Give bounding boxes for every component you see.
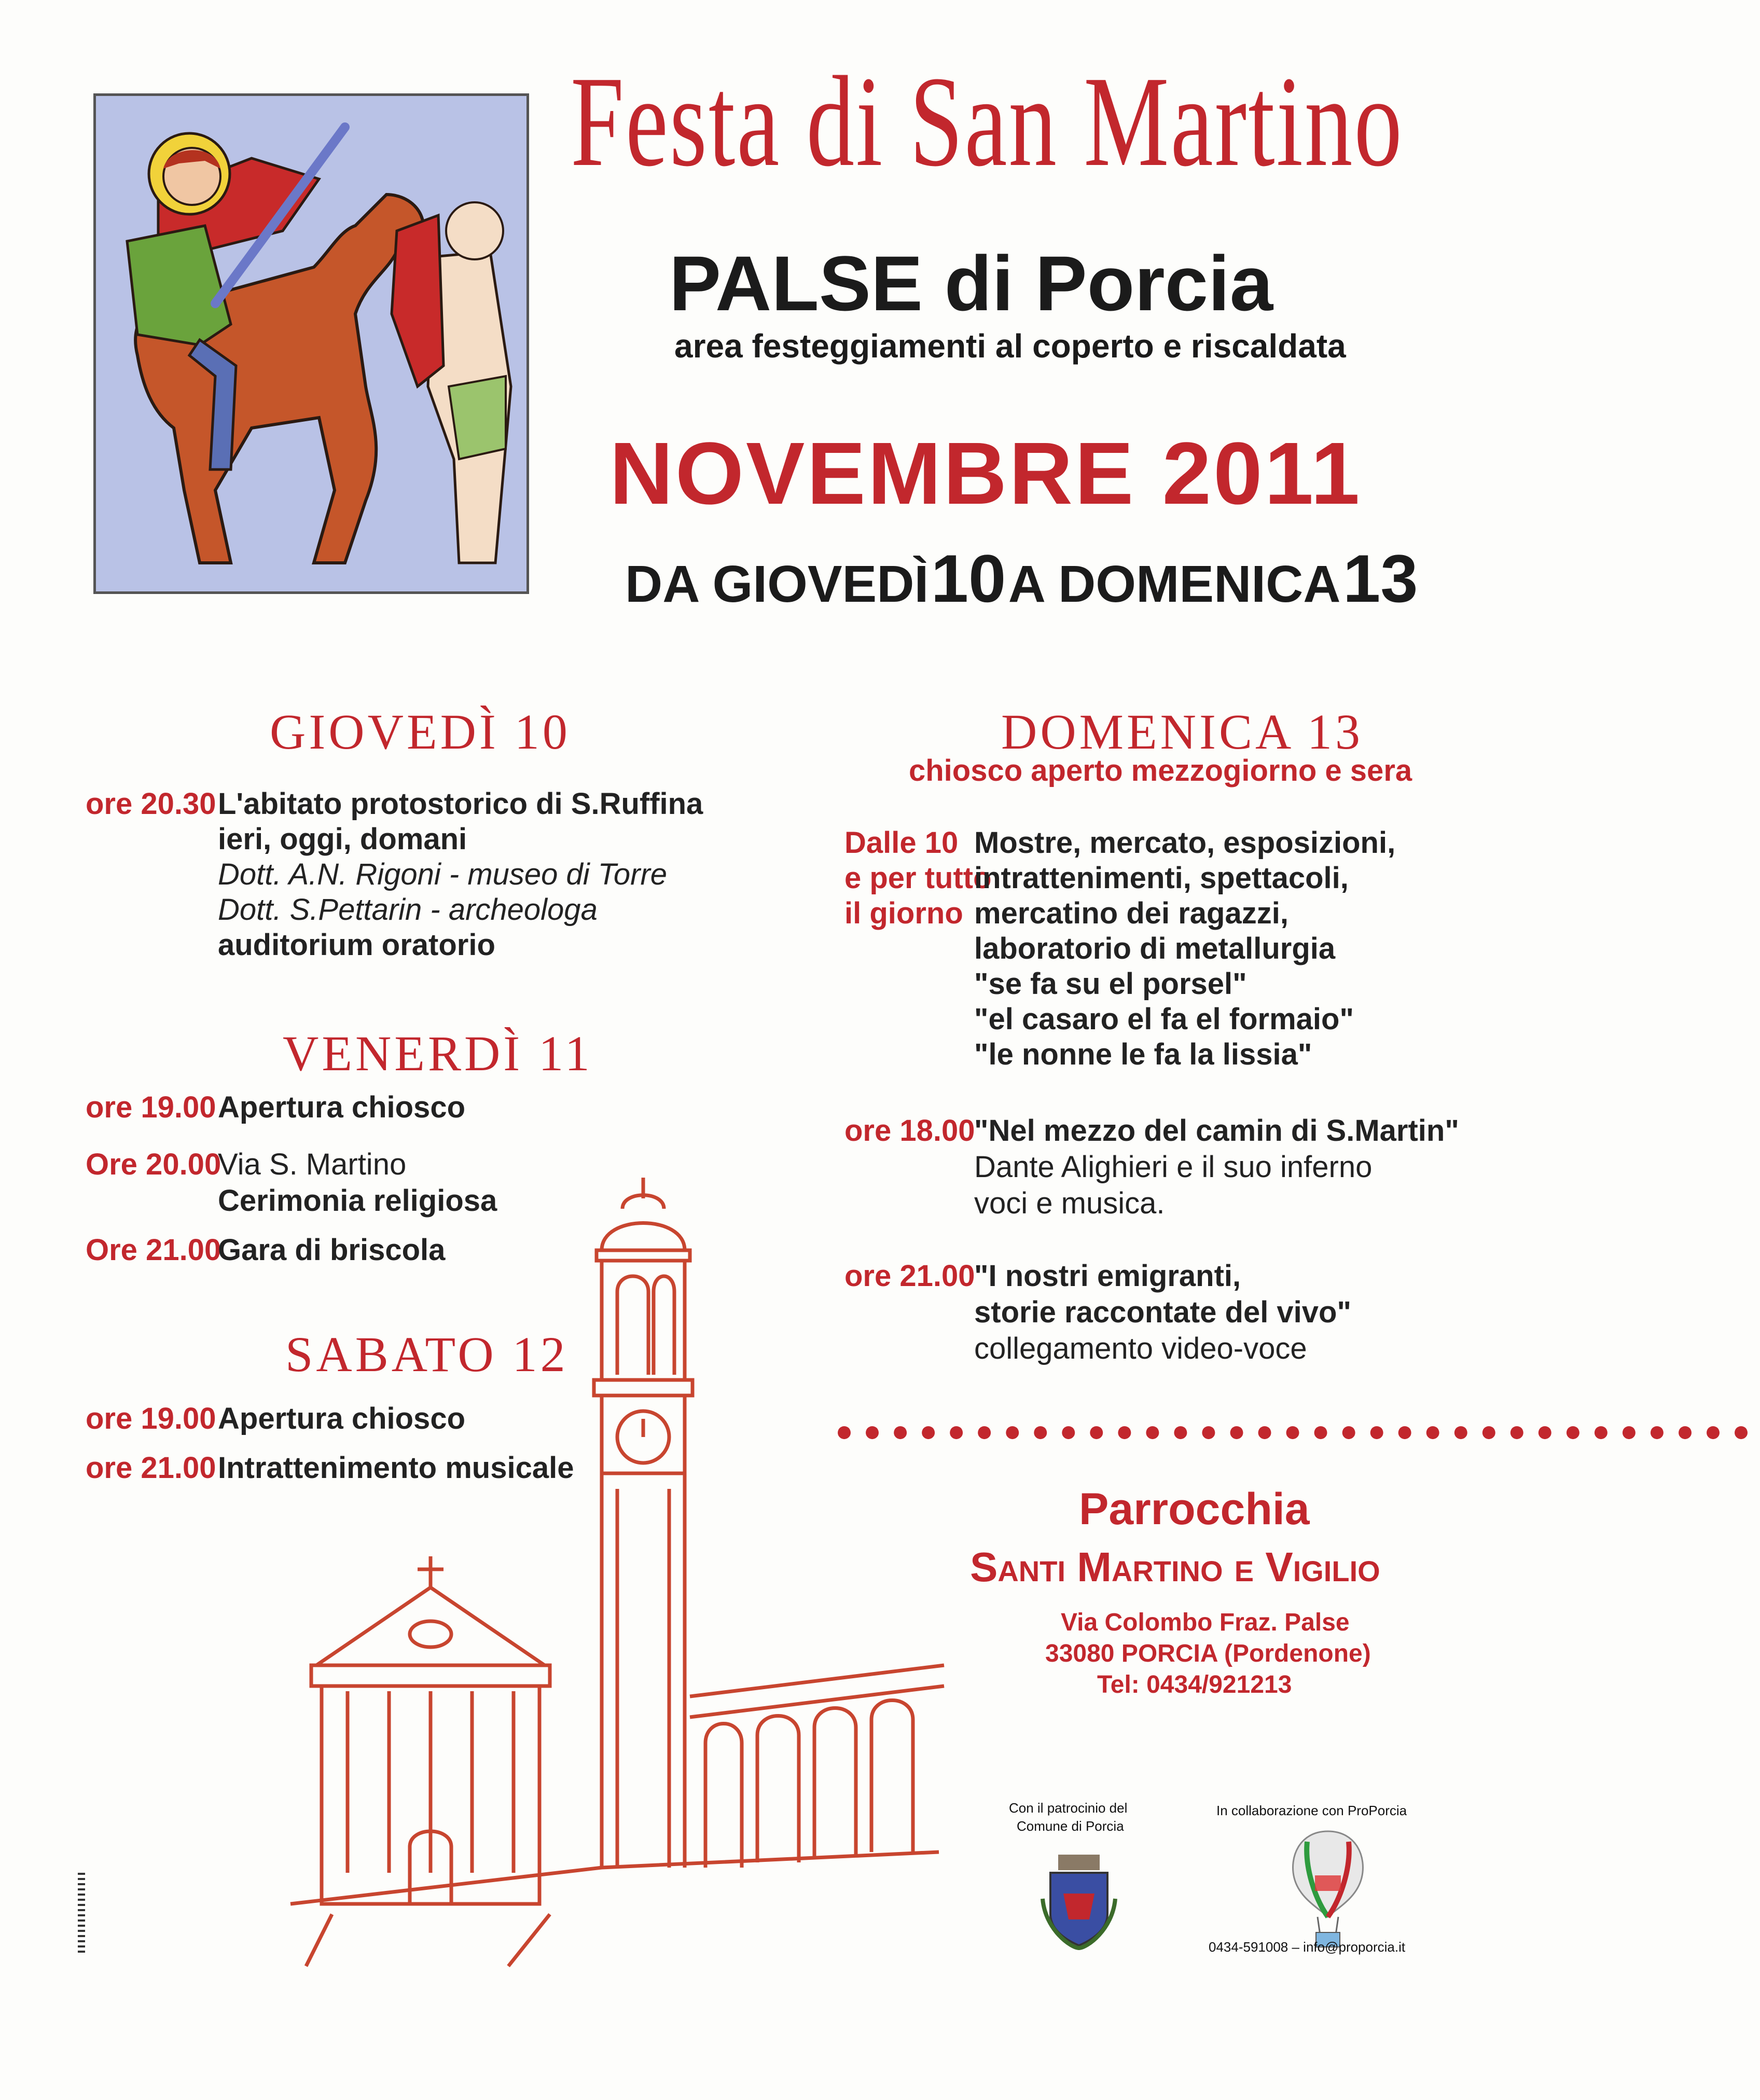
event-place: PALSE di Porcia <box>669 240 1273 327</box>
domenica-line: voci e musica. <box>974 1186 1165 1220</box>
venerdi-text-1: Apertura chiosco <box>218 1090 465 1124</box>
church-drawing <box>290 1178 944 1974</box>
domenica-time-3: ore 21.00 <box>844 1259 975 1293</box>
parish-phone: Tel: 0434/921213 <box>1097 1671 1292 1698</box>
porcia-coat-of-arms-icon <box>1040 1852 1118 1953</box>
venerdi-heading: VENERDÌ 11 <box>283 1026 593 1081</box>
date-end: 13 <box>1342 541 1418 616</box>
domenica-line: "Nel mezzo del camin di S.Martin" <box>974 1114 1459 1148</box>
venerdi-time-1: ore 19.00 <box>86 1090 216 1124</box>
proporcia-contact: 0434-591008 – info@proporcia.it <box>1209 1939 1406 1955</box>
venerdi-time-2: Ore 20.00 <box>86 1148 221 1181</box>
domenica-line: Mostre, mercato, esposizioni, <box>974 826 1396 860</box>
domenica-line: "le nonne le fa la lissia" <box>974 1038 1312 1071</box>
printer-mark <box>78 1873 85 1956</box>
dates-prefix: DA GIOVEDÌ <box>625 555 929 613</box>
domenica-time-1c: il giorno <box>844 896 963 930</box>
parish-label: Parrocchia <box>1079 1484 1310 1534</box>
sabato-text-2: Intrattenimento musicale <box>218 1451 574 1485</box>
venerdi-text-2b: Cerimonia religiosa <box>218 1184 497 1218</box>
parish-address-2: 33080 PORCIA (Pordenone) <box>1045 1640 1371 1667</box>
patronage-label-2: Comune di Porcia <box>1017 1818 1124 1834</box>
venerdi-time-3: Ore 21.00 <box>86 1233 221 1267</box>
parish-name: Santi Martino e Vigilio <box>970 1544 1380 1590</box>
domenica-heading: DOMENICA 13 <box>1001 704 1364 759</box>
domenica-line: "el casaro el fa el formaio" <box>974 1002 1354 1036</box>
sabato-time-1: ore 19.00 <box>86 1402 216 1435</box>
dates-mid: A DOMENICA <box>1008 555 1341 613</box>
giovedi-line1: L'abitato protostorico di S.Ruffina <box>218 787 703 821</box>
giovedi-line4: Dott. S.Pettarin - archeologa <box>218 893 598 927</box>
giovedi-line3: Dott. A.N. Rigoni - museo di Torre <box>218 858 668 891</box>
giovedi-line2: ieri, oggi, domani <box>218 822 467 856</box>
domenica-line: "I nostri emigranti, <box>974 1259 1241 1293</box>
domenica-time-2: ore 18.00 <box>844 1114 975 1148</box>
saint-martin-illustration <box>93 93 529 594</box>
domenica-time-1b: e per tutto <box>844 861 992 895</box>
giovedi-time: ore 20.30 <box>86 787 216 821</box>
patronage-label: Con il patrocinio del <box>1009 1800 1128 1816</box>
giovedi-heading: GIOVEDÌ 10 <box>270 704 571 759</box>
parish-address-1: Via Colombo Fraz. Palse <box>1061 1609 1350 1636</box>
proporcia-balloon-logo-icon <box>1284 1826 1372 1953</box>
domenica-line: intrattenimenti, spettacoli, <box>974 861 1349 895</box>
venerdi-text-2: Via S. Martino <box>218 1148 407 1181</box>
sabato-heading: SABATO 12 <box>285 1327 569 1382</box>
domenica-subheading: chiosco aperto mezzogiorno e sera <box>909 754 1412 788</box>
giovedi-line5: auditorium oratorio <box>218 928 495 962</box>
event-title: Festa di San Martino <box>571 50 1404 194</box>
sabato-text-1: Apertura chiosco <box>218 1402 465 1435</box>
dotted-separator: ●●●●●●●●●●●●●●●●●●●●●●●●●●●●●●●●● <box>835 1414 1760 1448</box>
sabato-time-2: ore 21.00 <box>86 1451 216 1485</box>
domenica-line: collegamento video-voce <box>974 1332 1307 1365</box>
domenica-line: Dante Alighieri e il suo inferno <box>974 1150 1373 1184</box>
domenica-line: storie raccontate del vivo" <box>974 1295 1351 1329</box>
event-venue: area festeggiamenti al coperto e riscaldata <box>674 327 1346 365</box>
date-start: 10 <box>931 541 1006 616</box>
collaboration-label: In collaborazione con ProPorcia <box>1216 1803 1407 1818</box>
domenica-line: "se fa su el porsel" <box>974 967 1247 1001</box>
domenica-line: laboratorio di metallurgia <box>974 932 1336 965</box>
domenica-line: mercatino dei ragazzi, <box>974 896 1288 930</box>
venerdi-text-3: Gara di briscola <box>218 1233 446 1267</box>
domenica-time-1a: Dalle 10 <box>844 826 959 860</box>
event-month: NOVEMBRE 2011 <box>609 424 1362 523</box>
event-dates <box>625 540 1418 617</box>
